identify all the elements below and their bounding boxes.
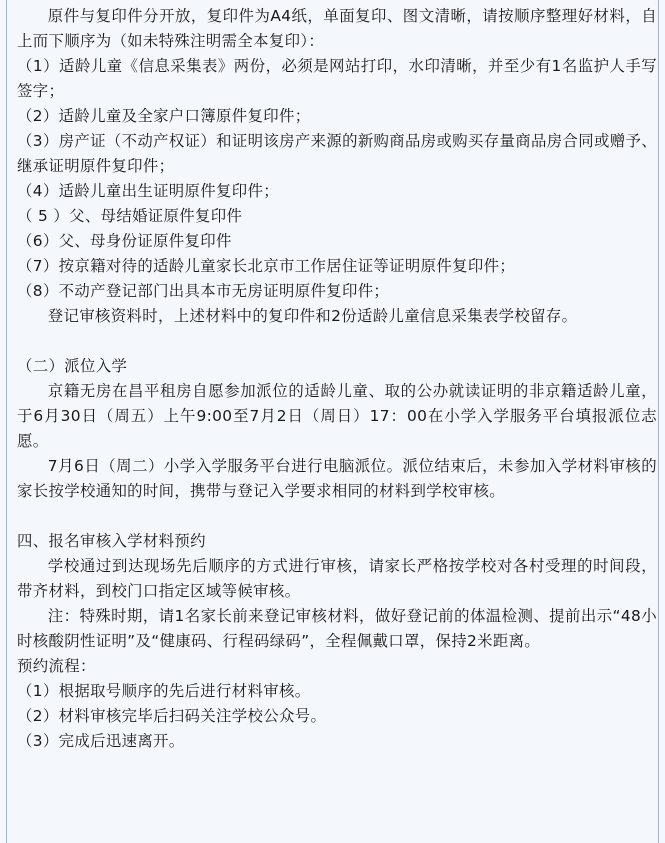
flow-step-2: （2）材料审核完毕后扫码关注学校公众号。 (17, 707, 327, 725)
section4-paragraph-1: 学校通过到达现场先后顺序的方式进行审核，请家长严格按学校对各村受理的时间段，带齐材料，到校门口指定区域等候审核。 (17, 557, 657, 600)
material-item-3: （3）房产证（不动产权证）和证明该房产来源的新购商品房或购买存量商品房合同或赠予、继承证明原件复印件； (17, 132, 657, 175)
material-item-1: （1）适龄儿童《信息采集表》两份，必须是网站打印，水印清晰，并至少有1名监护人手写签字； (17, 57, 657, 100)
material-item-2: （2）适龄儿童及全家户口簿原件复印件； (17, 107, 311, 125)
section2-paragraph-2: 7月6日（周二）小学入学服务平台进行电脑派位。派位结束后，未参加入学材料审核的家长按学校通知的时间，携带与登记入学要求相同的材料到学校审核。 (17, 457, 657, 500)
flow-step-3: （3）完成后迅速离开。 (17, 732, 185, 750)
section2-paragraph-1: 京籍无房在昌平租房自愿参加派位的适龄儿童、取的公办就读证明的非京籍适龄儿童，于6月30日（周五）上午9:00至7月2日（周日）17：00在小学入学服务平台填报派位志愿。 (17, 382, 657, 450)
material-item-5: （ 5 ）父、母结婚证原件复印件 (17, 207, 243, 225)
spacer (17, 504, 657, 529)
retention-paragraph: 登记审核资料时，上述材料中的复印件和2份适龄儿童信息采集表学校留存。 (47, 307, 578, 325)
material-item-7: （7）按京籍对待的适龄儿童家长北京市工作居住证等证明原件复印件； (17, 257, 516, 275)
flow-label: 预约流程： (17, 657, 96, 675)
material-item-4: （4）适龄儿童出生证明原件复印件； (17, 182, 279, 200)
intro-paragraph: 原件与复印件分开放，复印件为A4纸，单面复印、图文清晰，请按顺序整理好材料，自上而下顺序为（如未特殊注明需全本复印）： (17, 7, 657, 50)
section4-heading: 四、报名审核入学材料预约 (17, 532, 206, 550)
material-item-6: （6）父、母身份证原件复印件 (17, 232, 232, 250)
spacer (17, 329, 657, 354)
flow-step-1: （1）根据取号顺序的先后进行材料审核。 (17, 682, 311, 700)
section4-notice-paragraph: 注：特殊时期，请1名家长前来登记审核材料，做好登记前的体温检测、提前出示“48小时核酸阴性证明”及“健康码、行程码绿码”，全程佩戴口罩，保持2米距离。 (17, 607, 657, 650)
document-body (17, 4, 657, 754)
section2-heading: （二）派位入学 (17, 357, 128, 375)
document-frame (6, 0, 659, 843)
material-item-8: （8）不动产登记部门出具本市无房证明原件复印件； (17, 282, 390, 300)
